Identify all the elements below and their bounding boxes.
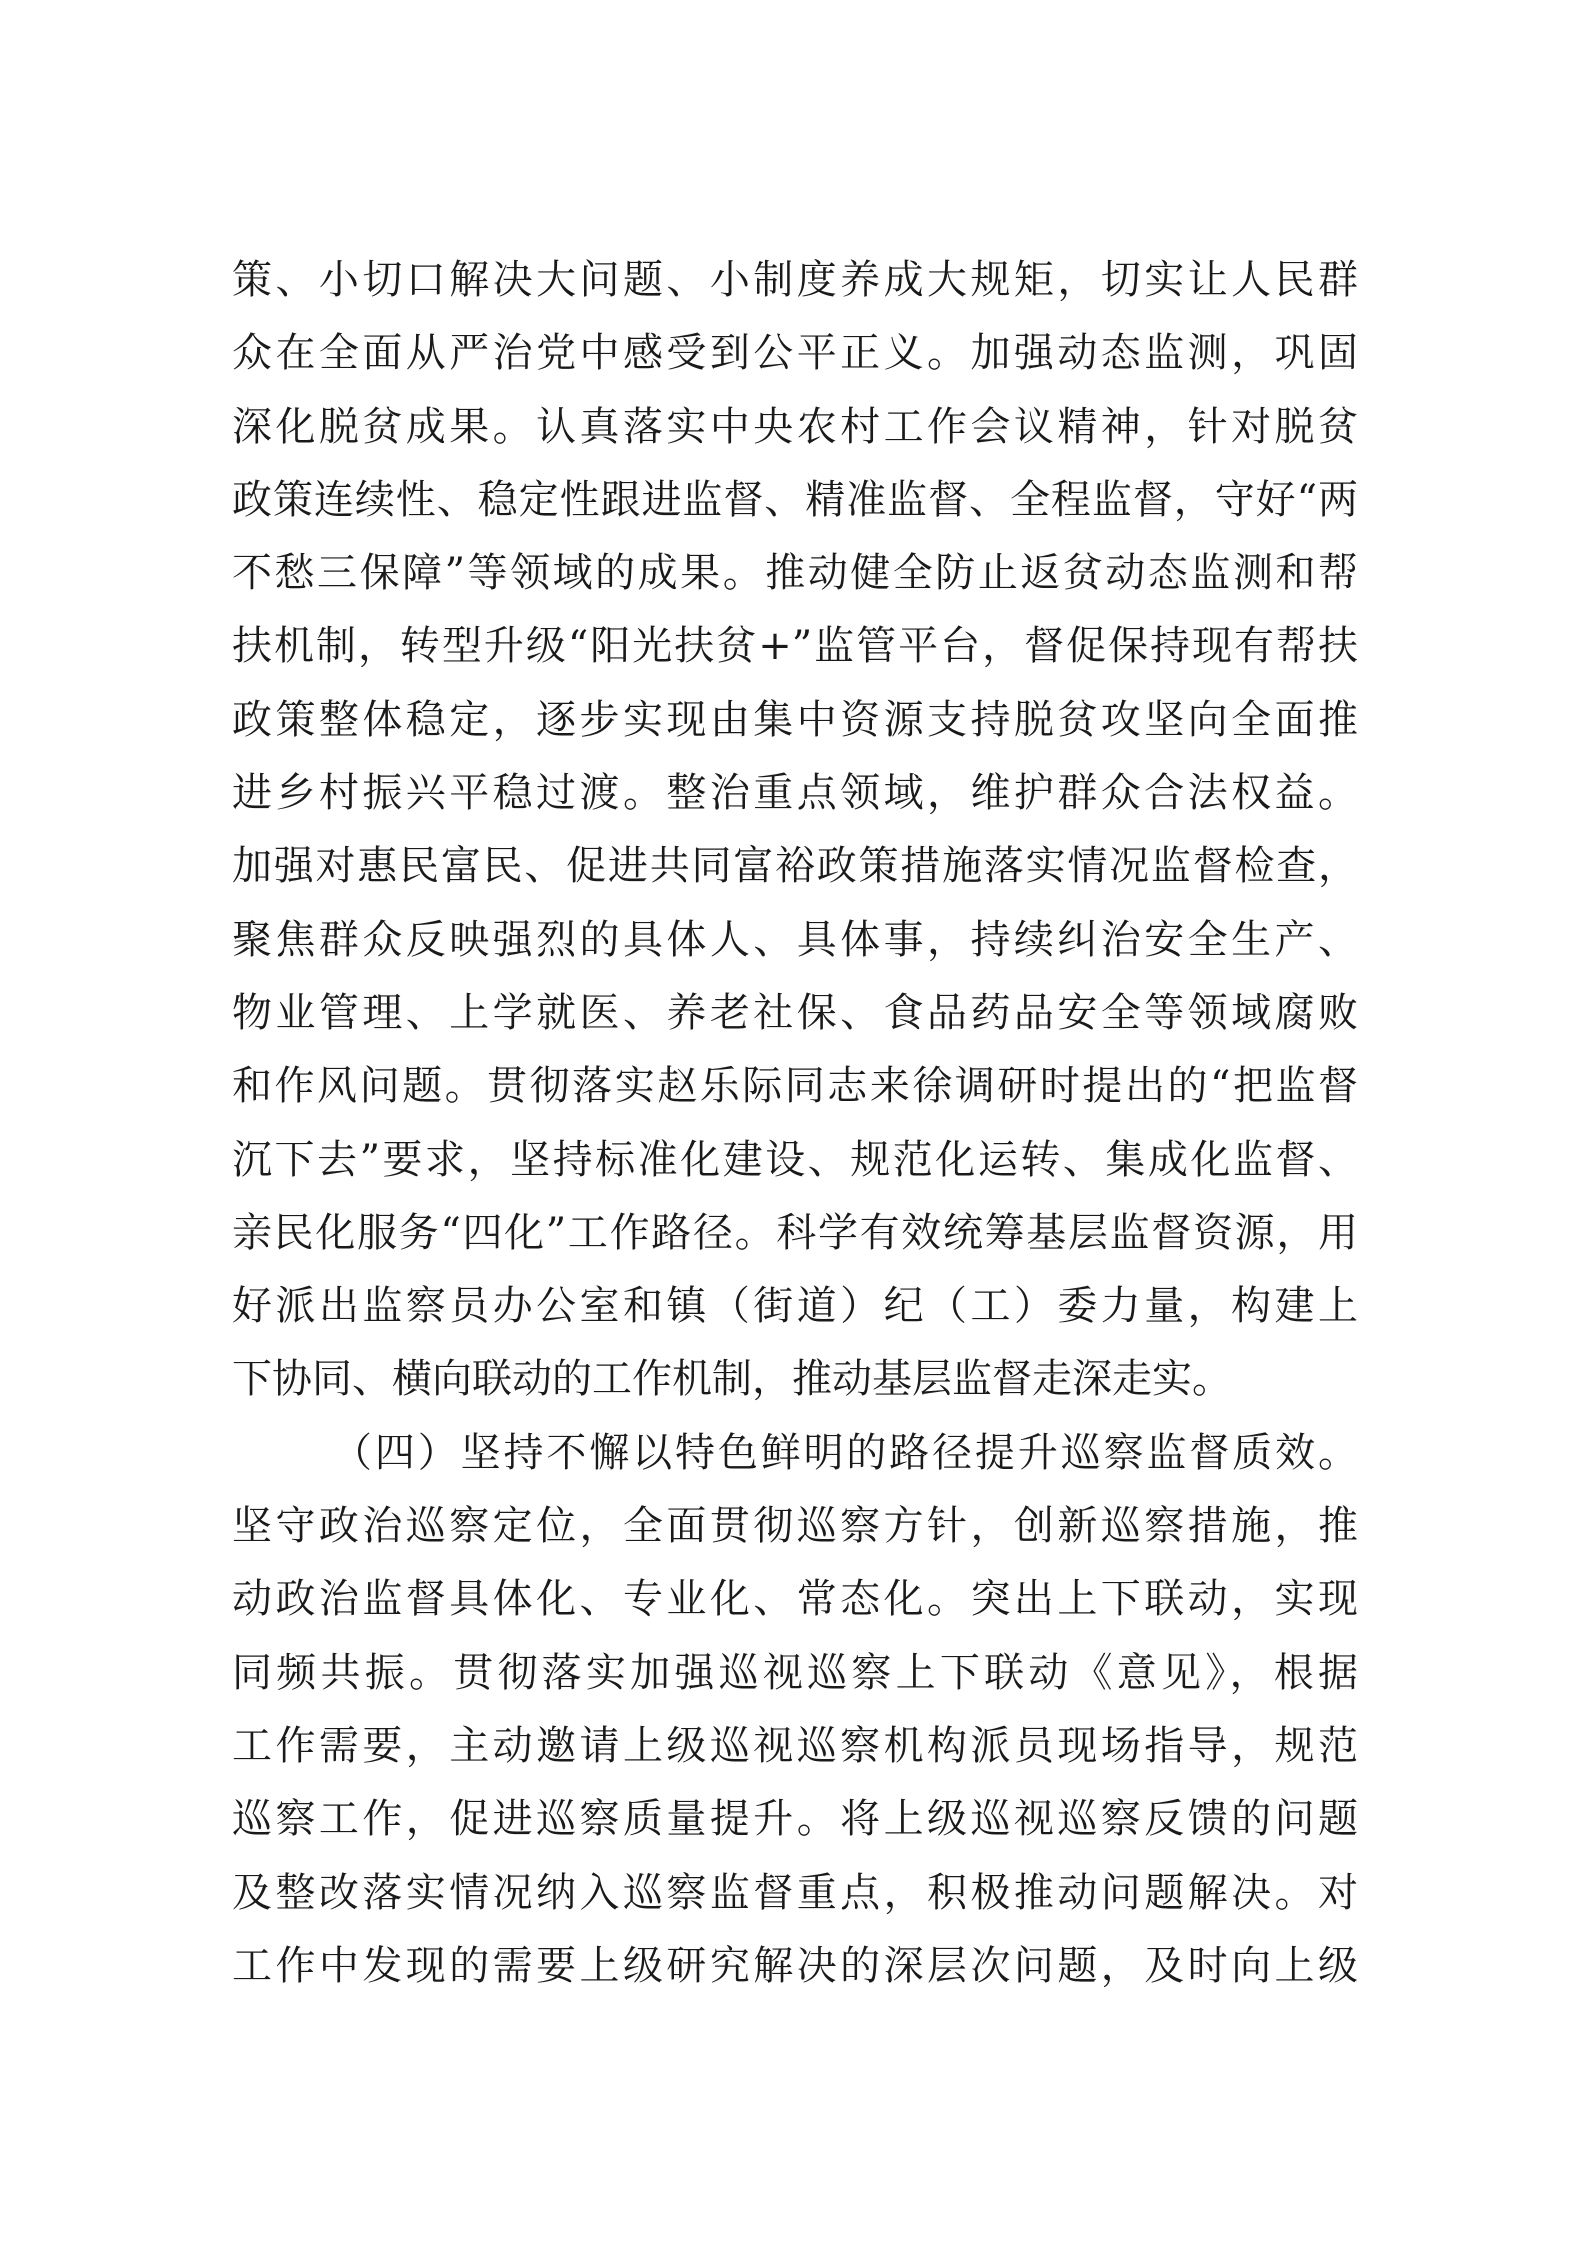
text-line: 坚守政治巡察定位，全面贯彻巡察方针，创新巡察措施，推	[232, 1503, 1358, 1550]
section-heading: （四）坚持不懈以特色鲜明的路径提升巡察监督质效。	[332, 1429, 1358, 1476]
text-line: 策、小切口解决大问题、小制度养成大规矩，切实让人民群	[232, 257, 1358, 303]
text-line: 同频共振。贯彻落实加强巡视巡察上下联动《意见》，根据	[232, 1649, 1358, 1696]
text-line: 物业管理、上学就医、养老社保、食品药品安全等领域腐败	[232, 989, 1358, 1036]
text-line: 深化脱贫成果。认真落实中央农村工作会议精神，针对脱贫	[232, 403, 1358, 450]
text-line: 好派出监察员办公室和镇（街道）纪（工）委力量，构建上	[232, 1283, 1358, 1330]
text-line: 不愁三保障”等领域的成果。推动健全防止返贫动态监测和帮	[232, 550, 1358, 597]
text-line: 政策整体稳定，逐步实现由集中资源支持脱贫攻坚向全面推	[232, 696, 1358, 743]
text-line: 扶机制，转型升级“阳光扶贫+”监管平台，督促保持现有帮扶	[232, 623, 1358, 670]
text-line: 和作风问题。贯彻落实赵乐际同志来徐调研时提出的“把监督	[232, 1063, 1358, 1110]
text-line: 众在全面从严治党中感受到公平正义。加强动态监测，巩固	[232, 330, 1358, 377]
body-text	[232, 244, 1358, 2003]
text-line: 聚焦群众反映强烈的具体人、具体事，持续纠治安全生产、	[232, 916, 1358, 963]
text-line: 动政治监督具体化、专业化、常态化。突出上下联动，实现	[232, 1576, 1358, 1623]
text-line: 政策连续性、稳定性跟进监督、精准监督、全程监督，守好“两	[232, 476, 1358, 523]
text-line: 工作中发现的需要上级研究解决的深层次问题，及时向上级	[232, 1942, 1358, 1989]
text-line: 亲民化服务“四化”工作路径。科学有效统筹基层监督资源，用	[232, 1209, 1358, 1256]
text-line: 及整改落实情况纳入巡察监督重点，积极推动问题解决。对	[232, 1869, 1358, 1916]
text-line: 工作需要，主动邀请上级巡视巡察机构派员现场指导，规范	[232, 1722, 1358, 1769]
text-line: 加强对惠民富民、促进共同富裕政策措施落实情况监督检查，	[232, 843, 1358, 890]
text-line: 下协同、横向联动的工作机制，推动基层监督走深走实。	[232, 1356, 1232, 1403]
text-line: 进乡村振兴平稳过渡。整治重点领域，维护群众合法权益。	[232, 770, 1358, 817]
text-line: 巡察工作，促进巡察质量提升。将上级巡视巡察反馈的问题	[232, 1796, 1358, 1843]
text-line: 沉下去”要求，坚持标准化建设、规范化运转、集成化监督、	[232, 1136, 1358, 1183]
